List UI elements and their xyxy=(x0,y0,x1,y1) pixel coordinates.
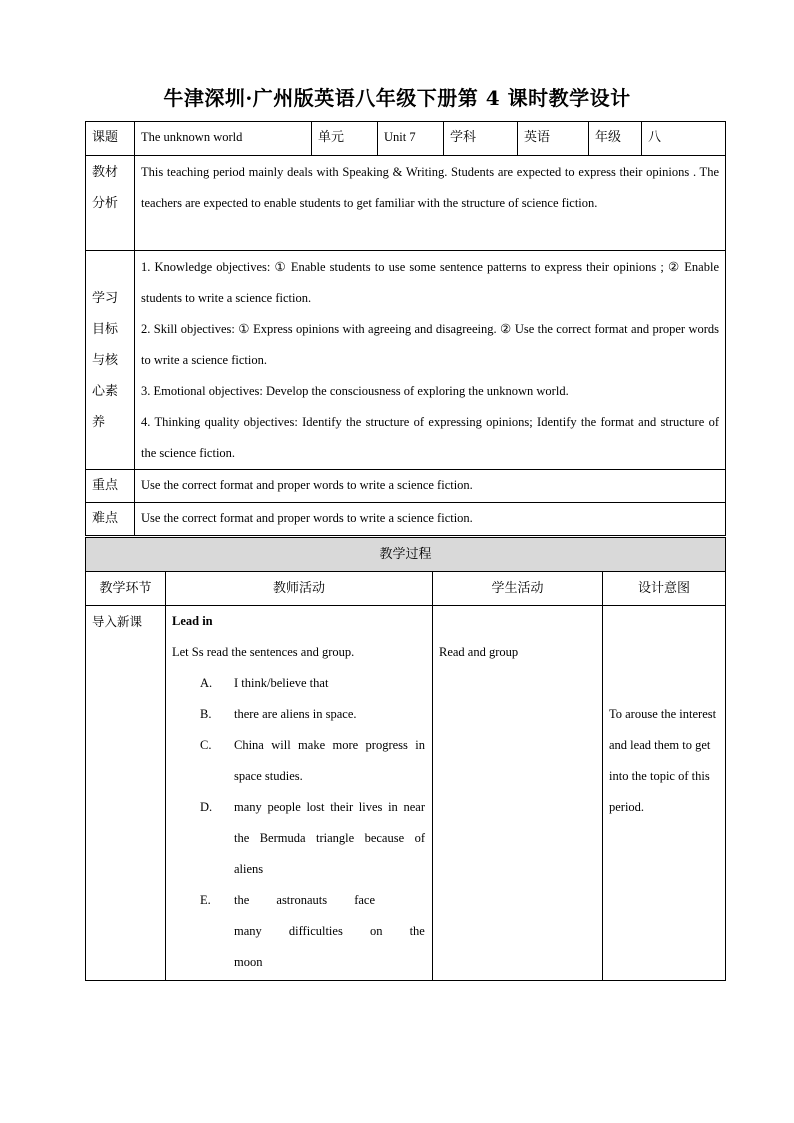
key-point-text: Use the correct format and proper words to write a science fiction. xyxy=(135,470,726,503)
subject-label: 学科 xyxy=(444,122,518,156)
stage-cell: 导入新课 xyxy=(86,606,166,981)
objectives-label-line: 目标 xyxy=(92,321,119,337)
objectives-text xyxy=(135,251,726,470)
spacer xyxy=(609,606,719,699)
objectives-label-line: 心素 xyxy=(92,383,119,399)
option-text: there are aliens in space. xyxy=(234,707,357,721)
difficult-point-label: 难点 xyxy=(86,503,135,536)
header-intent: 设计意图 xyxy=(603,572,726,606)
option-text: I think/believe that xyxy=(234,676,329,690)
key-point-label: 重点 xyxy=(86,470,135,503)
header-stage: 教学环节 xyxy=(86,572,166,606)
lead-in-heading: Lead in xyxy=(172,614,213,628)
subject-value: 英语 xyxy=(518,122,589,156)
objectives-label-line: 养 xyxy=(92,414,106,430)
unit-value: Unit 7 xyxy=(378,122,444,156)
process-band: 教学过程 xyxy=(86,538,726,572)
objectives-label xyxy=(86,251,135,470)
lesson-info-table xyxy=(85,121,726,536)
option-letter: D. xyxy=(200,800,213,814)
page-title: 牛津深圳·广州版英语八年级下册第 4 课时教学设计 xyxy=(163,86,631,110)
analysis-text: This teaching period mainly deals with Speaking & Writing. Students are expected to express their opinions . The teachers are expected to enable students to get familiar with the structure of science fiction. xyxy=(135,156,726,251)
grade-label: 年级 xyxy=(589,122,642,156)
objectives-label-line: 学习 xyxy=(92,290,119,306)
design-intent xyxy=(603,606,726,981)
student-activity xyxy=(433,606,603,981)
option-item xyxy=(172,699,426,730)
analysis-label-line: 教材 xyxy=(92,165,119,180)
option-text: China will make more progress in space studies. xyxy=(234,738,425,783)
option-item xyxy=(172,885,426,978)
option-letter: C. xyxy=(200,738,212,752)
topic-label: 课题 xyxy=(86,122,135,156)
skill-objective: 2. Skill objectives: ① Express opinions with agreeing and disagreeing. ② Use the correct format and proper words to write a science fiction. xyxy=(141,322,719,367)
knowledge-objective: 1. Knowledge objectives: ① Enable students to use some sentence patterns to express their opinions ; ② Enable students to write a science fiction. xyxy=(141,260,719,305)
teacher-instruction: Let Ss read the sentences and group. xyxy=(172,645,355,659)
option-letter: B. xyxy=(200,707,212,721)
teaching-process-table xyxy=(85,537,726,981)
option-letter: A. xyxy=(200,676,213,690)
design-intent-text: To arouse the interest and lead them to get into the topic of this period. xyxy=(609,707,717,814)
emotional-objective: 3. Emotional objectives: Develop the consciousness of exploring the unknown world. xyxy=(141,384,569,398)
option-item xyxy=(172,792,426,885)
analysis-label xyxy=(86,156,135,251)
option-item xyxy=(172,668,426,699)
student-activity-text: Read and group xyxy=(439,645,519,659)
objectives-label-line: 与核 xyxy=(92,352,119,368)
option-item xyxy=(172,730,426,792)
analysis-label-line: 分析 xyxy=(92,196,119,211)
option-letter: E. xyxy=(200,893,211,907)
teacher-activity xyxy=(166,606,433,981)
option-text: the astronauts face many difficulties on the moon xyxy=(234,893,425,969)
header-teacher: 教师活动 xyxy=(166,572,433,606)
header-student: 学生活动 xyxy=(433,572,603,606)
difficult-point-text: Use the correct format and proper words to write a science fiction. xyxy=(135,503,726,536)
thinking-objective: 4. Thinking quality objectives: Identify the structure of expressing opinions; Identify the format and structure of the science fiction. xyxy=(141,415,719,460)
grade-value: 八 xyxy=(642,122,726,156)
spacer xyxy=(439,606,596,637)
option-text: many people lost their lives in near the Bermuda triangle because of aliens xyxy=(234,800,425,876)
unit-label: 单元 xyxy=(312,122,378,156)
topic-value: The unknown world xyxy=(135,122,312,156)
